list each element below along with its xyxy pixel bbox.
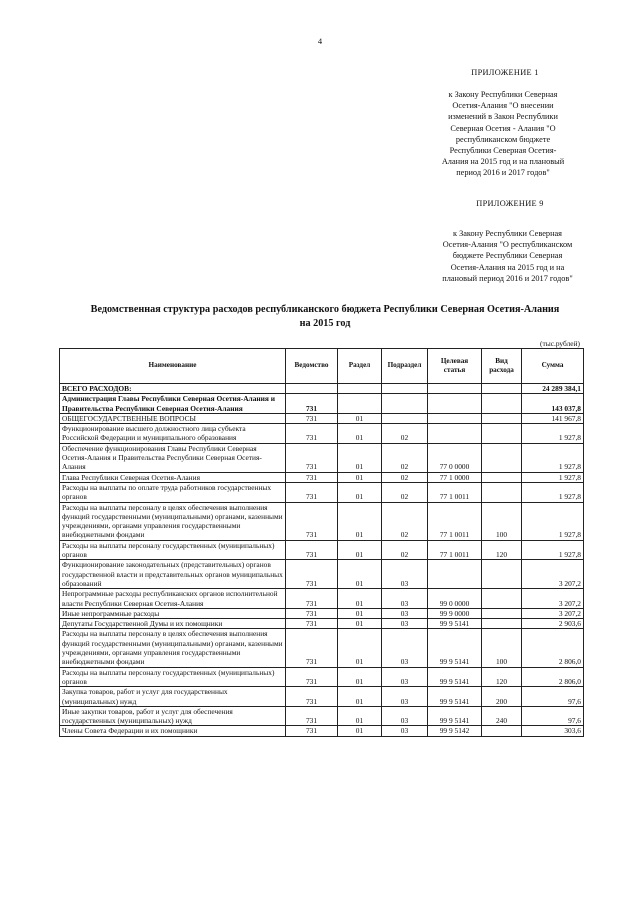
cell-section <box>338 394 382 414</box>
cell-section: 01 <box>338 629 382 667</box>
cell-subsection: 03 <box>382 687 428 707</box>
appendix-1-line: Республики Северная Осетия- <box>449 146 557 156</box>
table-row <box>60 629 584 667</box>
cell-sum: 3 207,2 <box>522 589 584 609</box>
cell-name: ВСЕГО РАСХОДОВ: <box>60 384 286 394</box>
cell-target-article: 99 9 5142 <box>428 726 482 736</box>
cell-expense-type: 120 <box>482 667 522 687</box>
cell-department: 731 <box>286 667 338 687</box>
cell-target-article: 99 0 0000 <box>428 589 482 609</box>
cell-expense-type <box>482 413 522 423</box>
cell-subsection <box>382 384 428 394</box>
cell-expense-type <box>482 394 522 414</box>
appendix-1-line: период 2016 и 2017 годов" <box>456 168 550 178</box>
cell-department: 731 <box>286 687 338 707</box>
cell-name: Расходы на выплаты персоналу в целях обеспечения выполнения функций государственными (муниципальными) органами, казенными учреждениями, органами управления государственными внебюджетными фондами <box>60 629 286 667</box>
cell-sum: 97,6 <box>522 706 584 726</box>
cell-sum: 97,6 <box>522 687 584 707</box>
appendix-1-title: ПРИЛОЖЕНИЕ 1 <box>471 68 539 77</box>
cell-sum: 1 927,8 <box>522 540 584 560</box>
cell-expense-type <box>482 726 522 736</box>
appendix-9-line: Осетия-Алания на 2015 год и на <box>450 262 565 272</box>
cell-target-article: 99 9 5141 <box>428 619 482 629</box>
cell-sum: 1 927,8 <box>522 424 584 444</box>
cell-target-article <box>428 413 482 423</box>
cell-section: 01 <box>338 482 382 502</box>
cell-expense-type <box>482 608 522 618</box>
cell-section: 01 <box>338 687 382 707</box>
cell-expense-type: 240 <box>482 706 522 726</box>
cell-department: 731 <box>286 502 338 540</box>
cell-section: 01 <box>338 472 382 482</box>
cell-target-article: 99 9 5141 <box>428 667 482 687</box>
appendix-1-line: Северная Осетия - Алания "О <box>450 123 556 133</box>
cell-subsection <box>382 413 428 423</box>
cell-section: 01 <box>338 413 382 423</box>
cell-target-article <box>428 424 482 444</box>
cell-expense-type <box>482 424 522 444</box>
cell-section: 01 <box>338 608 382 618</box>
cell-department <box>286 384 338 394</box>
cell-section: 01 <box>338 706 382 726</box>
table-row <box>60 424 584 444</box>
table-row <box>60 726 584 736</box>
table-row <box>60 560 584 589</box>
table-row <box>60 667 584 687</box>
cell-department: 731 <box>286 424 338 444</box>
appendix-1-line: республиканском бюджете <box>455 134 551 144</box>
cell-department: 731 <box>286 589 338 609</box>
table-row <box>60 413 584 423</box>
cell-name: Расходы на выплаты персоналу государственных (муниципальных) органов <box>60 667 286 687</box>
cell-section: 01 <box>338 560 382 589</box>
appendix-1-line: изменений в Закон Республики <box>448 112 558 122</box>
cell-sum: 1 927,8 <box>522 443 584 472</box>
appendix-1-line: к Закону Республики Северная <box>448 90 558 99</box>
table-row <box>60 706 584 726</box>
document-title-line-1: Ведомственная структура расходов республиканского бюджета Республики Северная Осетия-Алания <box>90 304 560 315</box>
cell-subsection: 03 <box>382 608 428 618</box>
cell-target-article: 77 1 0000 <box>428 472 482 482</box>
cell-subsection: 02 <box>382 424 428 444</box>
cell-expense-type: 100 <box>482 502 522 540</box>
appendix-9-line: плановый период 2016 и 2017 годов" <box>442 273 573 283</box>
cell-department: 731 <box>286 482 338 502</box>
appendix-1-line: Алания на 2015 год и на плановый <box>441 157 565 167</box>
cell-name: Функционирование законодательных (представительных) органов государственной власти и представительных органов муниципальных образований <box>60 560 286 589</box>
budget-table <box>59 348 584 737</box>
cell-name: ОБЩЕГОСУДАРСТВЕННЫЕ ВОПРОСЫ <box>60 413 286 423</box>
cell-department: 731 <box>286 394 338 414</box>
cell-name: Расходы на выплаты по оплате труда работников государственных органов <box>60 482 286 502</box>
cell-sum: 2 903,6 <box>522 619 584 629</box>
cell-target-article <box>428 394 482 414</box>
table-header-row <box>60 349 584 384</box>
cell-name: Глава Республики Северная Осетия-Алания <box>60 472 286 482</box>
cell-subsection: 03 <box>382 619 428 629</box>
cell-department: 731 <box>286 443 338 472</box>
cell-target-article: 99 9 5141 <box>428 706 482 726</box>
cell-expense-type: 120 <box>482 540 522 560</box>
appendix-9-title: ПРИЛОЖЕНИЕ 9 <box>476 199 544 208</box>
cell-subsection: 02 <box>382 443 428 472</box>
cell-name: Закупка товаров, работ и услуг для государственных (муниципальных) нужд <box>60 687 286 707</box>
cell-department: 731 <box>286 560 338 589</box>
cell-name: Расходы на выплаты персоналу в целях обеспечения выполнения функций государственными (муниципальными) органами, казенными учреждениями, органами управления государственными внебюджетными фондами <box>60 502 286 540</box>
cell-subsection: 02 <box>382 502 428 540</box>
cell-target-article: 77 1 0011 <box>428 502 482 540</box>
cell-section: 01 <box>338 667 382 687</box>
cell-subsection: 03 <box>382 589 428 609</box>
cell-section <box>338 384 382 394</box>
cell-department: 731 <box>286 726 338 736</box>
cell-expense-type <box>482 619 522 629</box>
cell-target-article: 99 9 5141 <box>428 629 482 667</box>
cell-name: Члены Совета Федерации и их помощники <box>60 726 286 736</box>
page-number: 4 <box>317 36 323 46</box>
header-target-article: Целевая статья <box>428 349 482 384</box>
header-section: Раздел <box>338 349 382 384</box>
cell-name: Обеспечение функционирования Главы Республики Северная Осетия-Алания и Правительства Республики Северная Осетия-Алания <box>60 443 286 472</box>
cell-subsection <box>382 394 428 414</box>
cell-department: 731 <box>286 472 338 482</box>
cell-sum: 303,6 <box>522 726 584 736</box>
table-row <box>60 608 584 618</box>
table-row <box>60 394 584 414</box>
cell-name: Иные закупки товаров, работ и услуг для обеспечения государственных (муниципальных) нужд <box>60 706 286 726</box>
table-row <box>60 472 584 482</box>
table-row <box>60 443 584 472</box>
cell-sum: 24 289 384,1 <box>522 384 584 394</box>
cell-target-article: 99 9 0000 <box>428 608 482 618</box>
cell-sum: 1 927,8 <box>522 502 584 540</box>
cell-expense-type <box>482 482 522 502</box>
cell-department: 731 <box>286 706 338 726</box>
header-department: Ведомство <box>286 349 338 384</box>
cell-expense-type: 100 <box>482 629 522 667</box>
table-row <box>60 589 584 609</box>
cell-sum: 3 207,2 <box>522 608 584 618</box>
cell-department: 731 <box>286 413 338 423</box>
cell-subsection: 02 <box>382 482 428 502</box>
units-note: (тыс.рублей) <box>540 339 580 348</box>
appendix-9-line: к Закону Республики Северная <box>452 229 563 238</box>
appendix-1-line: Осетия-Алания "О внесении <box>452 101 554 111</box>
cell-target-article <box>428 560 482 589</box>
budget-table-body <box>60 384 584 737</box>
cell-target-article: 77 0 0000 <box>428 443 482 472</box>
cell-section: 01 <box>338 589 382 609</box>
cell-sum: 1 927,8 <box>522 482 584 502</box>
cell-subsection: 03 <box>382 726 428 736</box>
cell-target-article <box>428 384 482 394</box>
cell-target-article: 77 1 0011 <box>428 540 482 560</box>
cell-department: 731 <box>286 608 338 618</box>
cell-name: Непрограммные расходы республиканских органов исполнительной власти Республики Северная Осетия-Алания <box>60 589 286 609</box>
header-expense-type: Вид расхода <box>482 349 522 384</box>
cell-sum: 2 806,0 <box>522 629 584 667</box>
cell-expense-type <box>482 589 522 609</box>
cell-name: Депутаты Государственной Думы и их помощники <box>60 619 286 629</box>
cell-department: 731 <box>286 629 338 667</box>
cell-section: 01 <box>338 726 382 736</box>
cell-subsection: 03 <box>382 629 428 667</box>
appendix-1-text <box>423 89 583 179</box>
appendix-9-line: бюджете Республики Северная <box>452 251 563 261</box>
appendix-9-text <box>425 228 590 284</box>
cell-target-article: 99 9 5141 <box>428 687 482 707</box>
cell-sum: 1 927,8 <box>522 472 584 482</box>
table-row <box>60 619 584 629</box>
cell-expense-type: 200 <box>482 687 522 707</box>
document-title-line-2: на 2015 год <box>299 318 351 329</box>
cell-section: 01 <box>338 424 382 444</box>
cell-expense-type <box>482 384 522 394</box>
cell-name: Функционирование высшего должностного лица субъекта Российской Федерации и муниципального образования <box>60 424 286 444</box>
cell-expense-type <box>482 443 522 472</box>
cell-subsection: 03 <box>382 706 428 726</box>
cell-expense-type <box>482 472 522 482</box>
table-row <box>60 384 584 394</box>
cell-name: Администрация Главы Республики Северная Осетия-Алания и Правительства Республики Северная Осетия-Алания <box>60 394 286 414</box>
table-row <box>60 482 584 502</box>
cell-department: 731 <box>286 540 338 560</box>
header-name: Наименование <box>60 349 286 384</box>
appendix-9-line: Осетия-Алания "О республиканском <box>442 240 573 250</box>
cell-sum: 141 967,8 <box>522 413 584 423</box>
cell-expense-type <box>482 560 522 589</box>
table-row <box>60 502 584 540</box>
cell-name: Расходы на выплаты персоналу государственных (муниципальных) органов <box>60 540 286 560</box>
cell-subsection: 03 <box>382 560 428 589</box>
cell-subsection: 02 <box>382 540 428 560</box>
cell-section: 01 <box>338 502 382 540</box>
table-row <box>60 540 584 560</box>
cell-subsection: 02 <box>382 472 428 482</box>
cell-sum: 143 037,8 <box>522 394 584 414</box>
header-subsection: Подраздел <box>382 349 428 384</box>
cell-department: 731 <box>286 619 338 629</box>
header-sum: Сумма <box>522 349 584 384</box>
table-row <box>60 687 584 707</box>
cell-name: Иные непрограммные расходы <box>60 608 286 618</box>
cell-sum: 3 207,2 <box>522 560 584 589</box>
cell-target-article: 77 1 0011 <box>428 482 482 502</box>
cell-section: 01 <box>338 443 382 472</box>
document-title <box>70 303 580 331</box>
cell-sum: 2 806,0 <box>522 667 584 687</box>
cell-subsection: 03 <box>382 667 428 687</box>
cell-section: 01 <box>338 540 382 560</box>
cell-section: 01 <box>338 619 382 629</box>
